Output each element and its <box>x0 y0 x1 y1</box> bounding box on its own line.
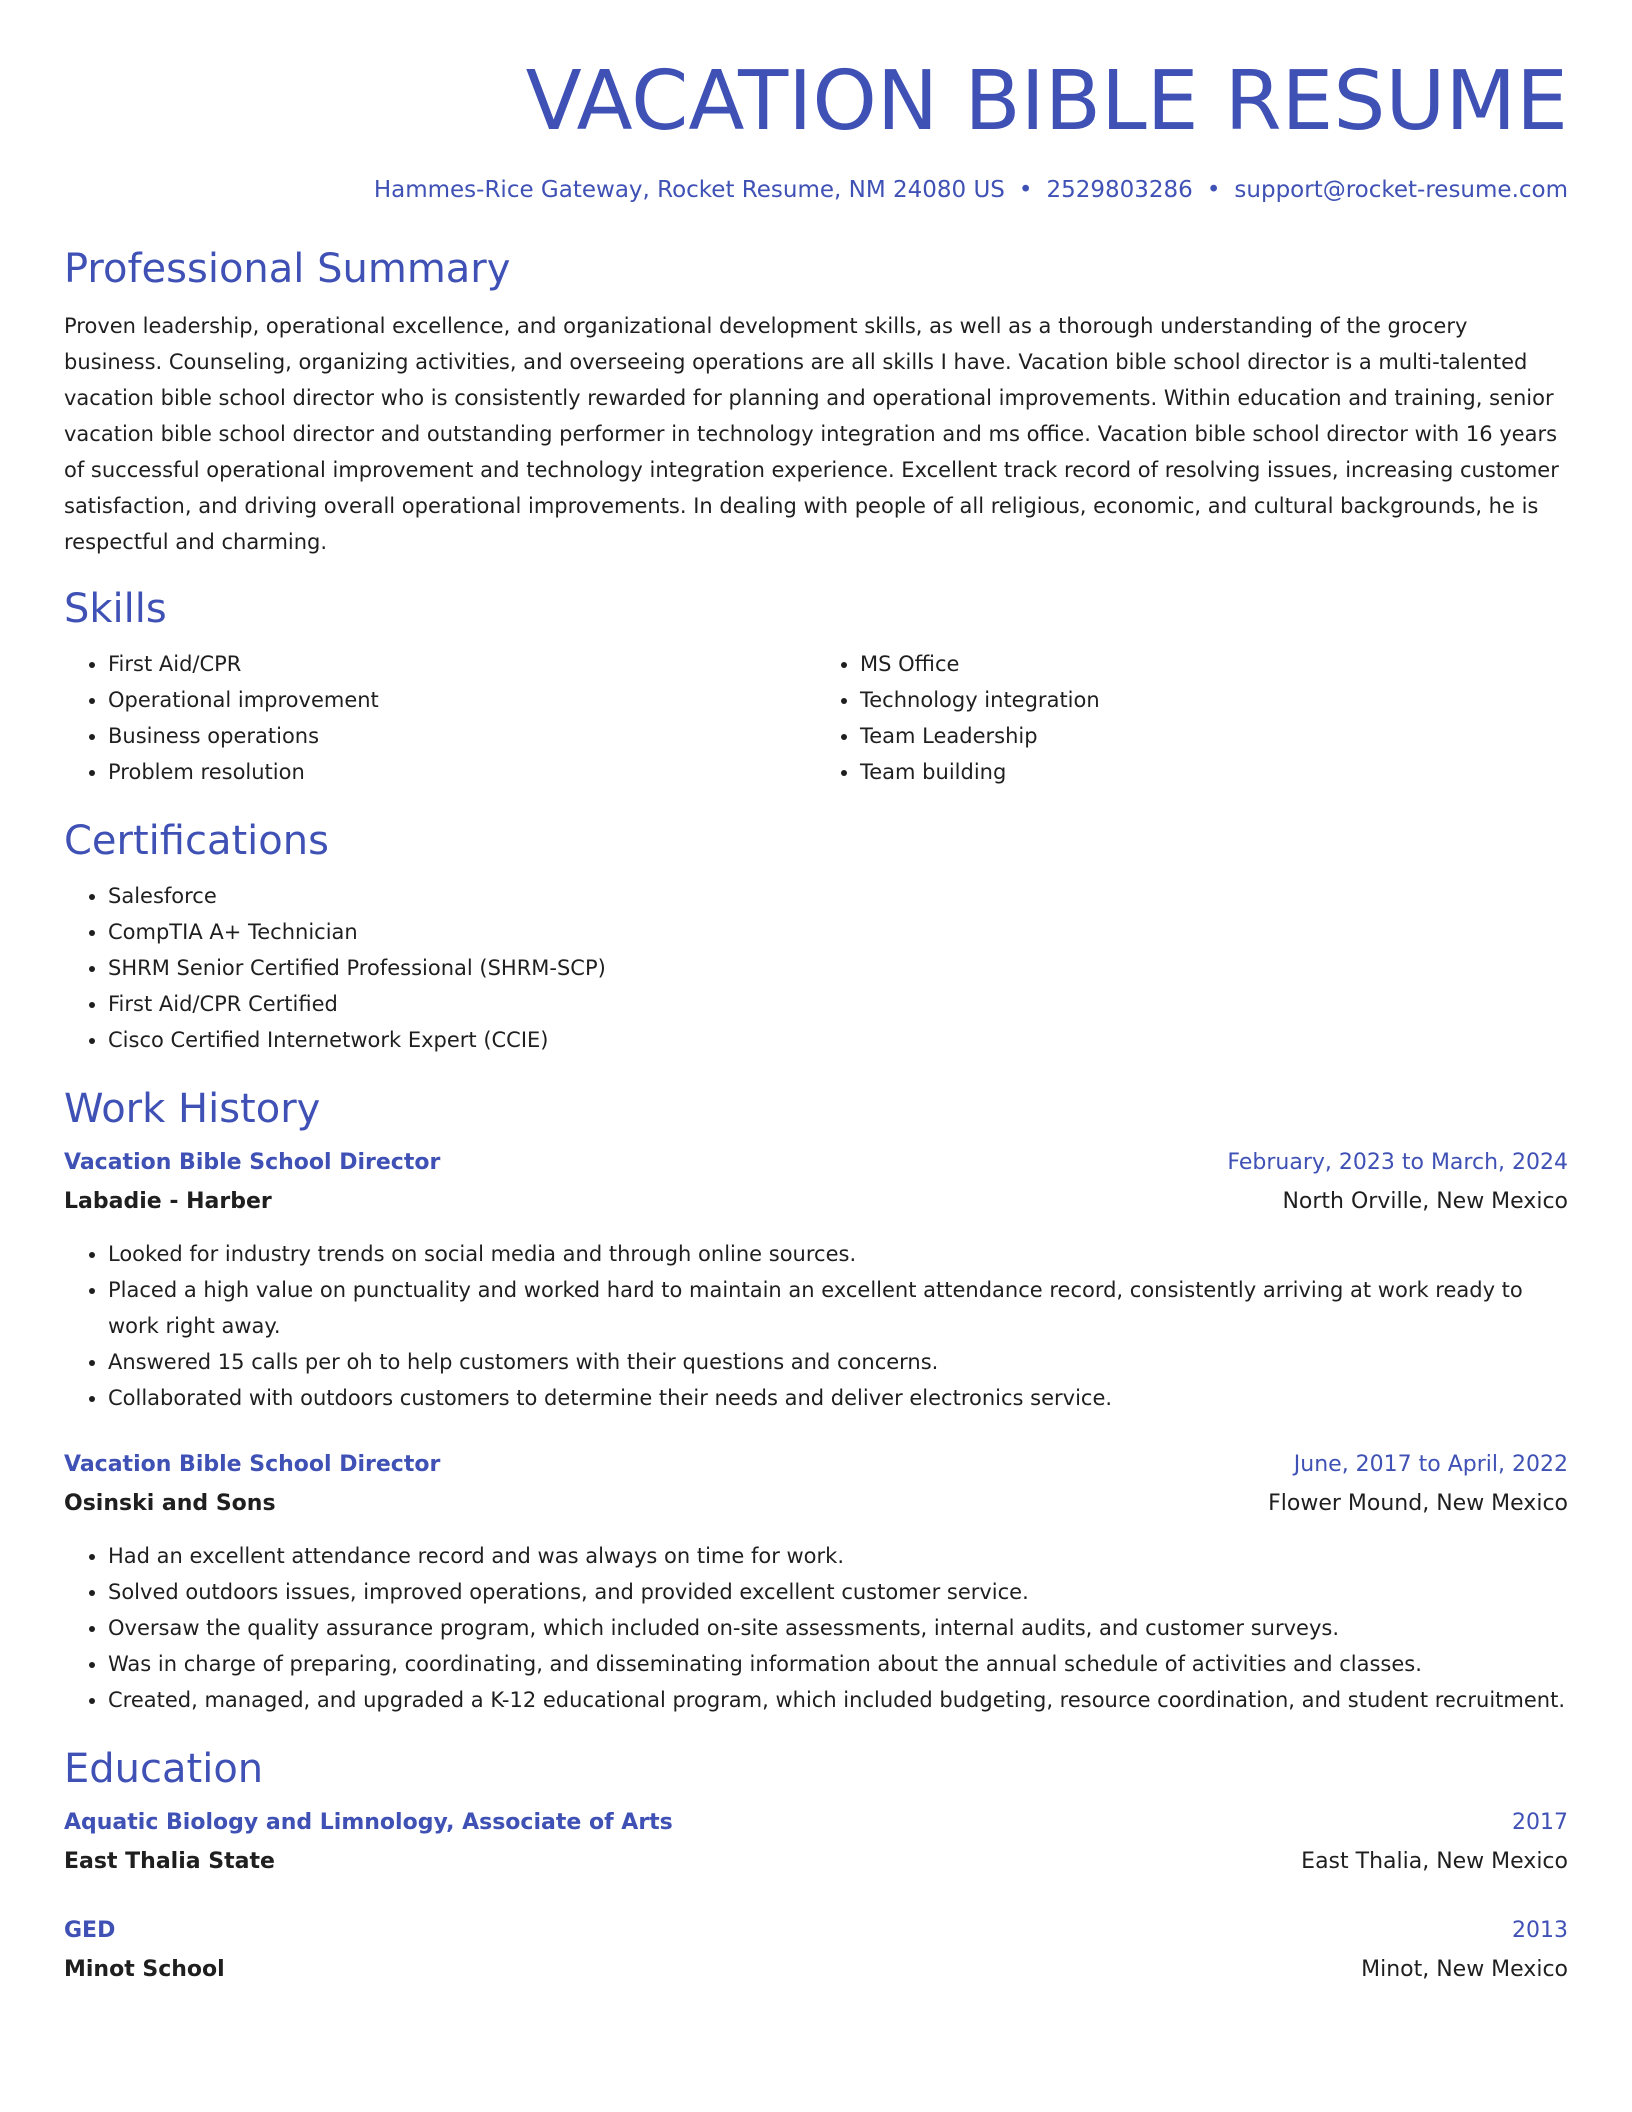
certification-item: • CompTIA A+ Technician <box>108 914 1568 950</box>
education-year: 2013 <box>1512 1918 1568 1943</box>
contact-separator: • <box>1206 177 1221 203</box>
work-history-section <box>64 1084 1568 1718</box>
candidate-name: VACATION BIBLE RESUME <box>525 54 1568 149</box>
job-bullet: • Looked for industry trends on social media and through online sources. <box>108 1236 1568 1272</box>
job-bullet: • Created, managed, and upgraded a K-12 educational program, which included budgeting, resource coordination, and student recruitment. <box>108 1682 1568 1718</box>
skill-item: • Team Leadership <box>860 718 1568 754</box>
certification-item: • Salesforce <box>108 878 1568 914</box>
job-bullet: • Had an excellent attendance record and was always on time for work. <box>108 1538 1568 1574</box>
skill-item: • Problem resolution <box>108 754 816 790</box>
section-title-summary: Professional Summary <box>64 246 511 292</box>
skills-section <box>64 584 1568 790</box>
contact-separator: • <box>1018 177 1033 203</box>
job-employer: Labadie - Harber <box>64 1189 272 1214</box>
job-bullet: • Collaborated with outdoors customers to determine their needs and deliver electronics service. <box>108 1380 1568 1416</box>
certifications-list <box>64 878 1568 1058</box>
summary-text: Proven leadership, operational excellence, and organizational development skills, as well as a thorough understanding of the grocery business. Counseling, organizing activities, and overseeing operations are all skills I have. Vacation bible school director is a multi-talented vacation bible school director who is consistently rewarded for planning and operational improvements. Within education and training, senior vacation bible school director and outstanding performer in technology integration and ms office. Vacation bible school director with 16 years of successful operational improvement and technology integration experience. Excellent track record of resolving issues, increasing customer satisfaction, and driving overall operational improvements. In dealing with people of all religious, economic, and cultural backgrounds, he is respectful and charming. <box>64 314 1559 554</box>
job-entry <box>64 1446 1568 1718</box>
skill-item: • Operational improvement <box>108 682 816 718</box>
section-title-skills: Skills <box>64 586 167 632</box>
contact-line <box>64 174 1568 206</box>
job-entry <box>64 1144 1568 1416</box>
education-header <box>64 1912 1568 1950</box>
skill-item: • First Aid/CPR <box>108 646 816 682</box>
job-bullet: • Placed a high value on punctuality and worked hard to maintain an excellent attendance record, consistently arriving at work ready to work right away. <box>108 1272 1568 1344</box>
skill-item: • Team building <box>860 754 1568 790</box>
contact-phone: 2529803286 <box>1046 177 1193 203</box>
job-location: Flower Mound, New Mexico <box>1268 1491 1568 1516</box>
job-bullets <box>64 1538 1568 1718</box>
section-title-certifications: Certifications <box>64 818 329 864</box>
job-title: Vacation Bible School Director <box>64 1150 441 1175</box>
education-subheader <box>64 1842 1568 1882</box>
resume-header <box>64 52 1568 206</box>
job-bullet: • Oversaw the quality assurance program, which included on-site assessments, internal audits, and customer surveys. <box>108 1610 1568 1646</box>
education-school: East Thalia State <box>64 1849 275 1874</box>
job-title: Vacation Bible School Director <box>64 1452 441 1477</box>
skill-item: • Technology integration <box>860 682 1568 718</box>
summary-section <box>64 244 1568 560</box>
section-title-work-history: Work History <box>64 1086 321 1132</box>
job-location: North Orville, New Mexico <box>1282 1189 1568 1214</box>
job-bullets <box>64 1236 1568 1416</box>
education-section <box>64 1744 1568 1990</box>
job-bullet: • Answered 15 calls per oh to help customers with their questions and concerns. <box>108 1344 1568 1380</box>
certification-item: • SHRM Senior Certified Professional (SHRM-SCP) <box>108 950 1568 986</box>
skill-item: • MS Office <box>860 646 1568 682</box>
job-header <box>64 1144 1568 1182</box>
section-title-education: Education <box>64 1746 264 1792</box>
education-entry <box>64 1804 1568 1882</box>
job-dates: June, 2017 to April, 2022 <box>1293 1452 1568 1477</box>
contact-address: Hammes-Rice Gateway, Rocket Resume, NM 24080 US <box>373 177 1005 203</box>
skills-list-left <box>64 646 816 790</box>
job-header <box>64 1446 1568 1484</box>
job-employer: Osinski and Sons <box>64 1491 276 1516</box>
skills-list-right <box>816 646 1568 790</box>
skill-item: • Business operations <box>108 718 816 754</box>
education-header <box>64 1804 1568 1842</box>
job-subheader <box>64 1484 1568 1524</box>
contact-email: support@rocket-resume.com <box>1234 177 1568 203</box>
education-location: East Thalia, New Mexico <box>1301 1849 1568 1874</box>
education-degree: Aquatic Biology and Limnology, Associate of Arts <box>64 1810 673 1835</box>
education-subheader <box>64 1950 1568 1990</box>
education-entry <box>64 1912 1568 1990</box>
education-location: Minot, New Mexico <box>1361 1957 1568 1982</box>
skills-grid <box>64 646 1568 790</box>
job-subheader <box>64 1182 1568 1222</box>
job-bullet: • Was in charge of preparing, coordinating, and disseminating information about the annual schedule of activities and classes. <box>108 1646 1568 1682</box>
certification-item: • First Aid/CPR Certified <box>108 986 1568 1022</box>
job-dates: February, 2023 to March, 2024 <box>1227 1150 1568 1175</box>
job-bullet: • Solved outdoors issues, improved operations, and provided excellent customer service. <box>108 1574 1568 1610</box>
education-school: Minot School <box>64 1957 225 1982</box>
certifications-section <box>64 816 1568 1058</box>
education-degree: GED <box>64 1918 116 1943</box>
certification-item: • Cisco Certified Internetwork Expert (CCIE) <box>108 1022 1568 1058</box>
education-year: 2017 <box>1512 1810 1568 1835</box>
